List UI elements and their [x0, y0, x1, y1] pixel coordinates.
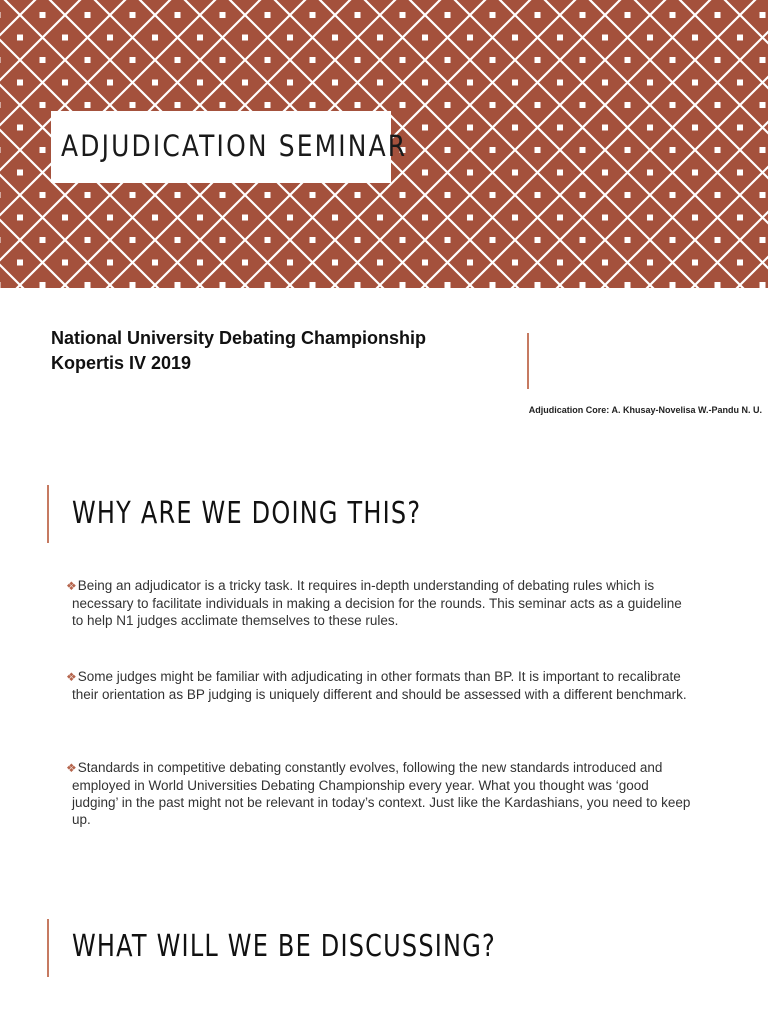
section-heading-discussing: WHAT WILL WE BE DISCUSSING?: [72, 929, 496, 964]
section-accent-line: [47, 919, 49, 977]
section-heading-why: WHY ARE WE DOING THIS?: [72, 496, 422, 531]
bullet-text: Being an adjudicator is a tricky task. It requires in-depth understanding of debating rules which is necessary to facilitate individuals in making a decision for the rounds. This seminar acts as a guideline to help N1 judges acclimate themselves to these rules.: [72, 578, 682, 628]
list-item: [66, 668, 692, 703]
credit-line: Adjudication Core: A. Khusay-Novelisa W.-Pandu N. U.: [528, 405, 762, 415]
accent-divider: [527, 333, 529, 389]
diamond-bullet-icon: ❖: [66, 670, 77, 684]
list-item: [66, 759, 692, 828]
diamond-bullet-icon: ❖: [66, 761, 77, 775]
bullet-text: Some judges might be familiar with adjudicating in other formats than BP. It is important to recalibrate their orientation as BP judging is uniquely different and should be assessed with a different benchmark.: [72, 669, 687, 702]
title-box: [51, 111, 408, 183]
page-title: ADJUDICATION SEMINAR: [61, 129, 408, 163]
subtitle-line-1: National University Debating Championship: [51, 328, 427, 348]
section-accent-line: [47, 485, 49, 543]
subtitle-line-2: Kopertis IV 2019: [51, 353, 192, 373]
subtitle: [51, 326, 511, 376]
hero-banner: [0, 0, 768, 288]
diamond-bullet-icon: ❖: [66, 579, 77, 593]
bullet-text: Standards in competitive debating constantly evolves, following the new standards introduced and employed in World Universities Debating Championship every year. What you thought was ‘good judging’ in the past might not be relevant in today’s context. Just like the Kardashians, you need to keep up.: [72, 760, 691, 827]
list-item: [66, 577, 692, 629]
